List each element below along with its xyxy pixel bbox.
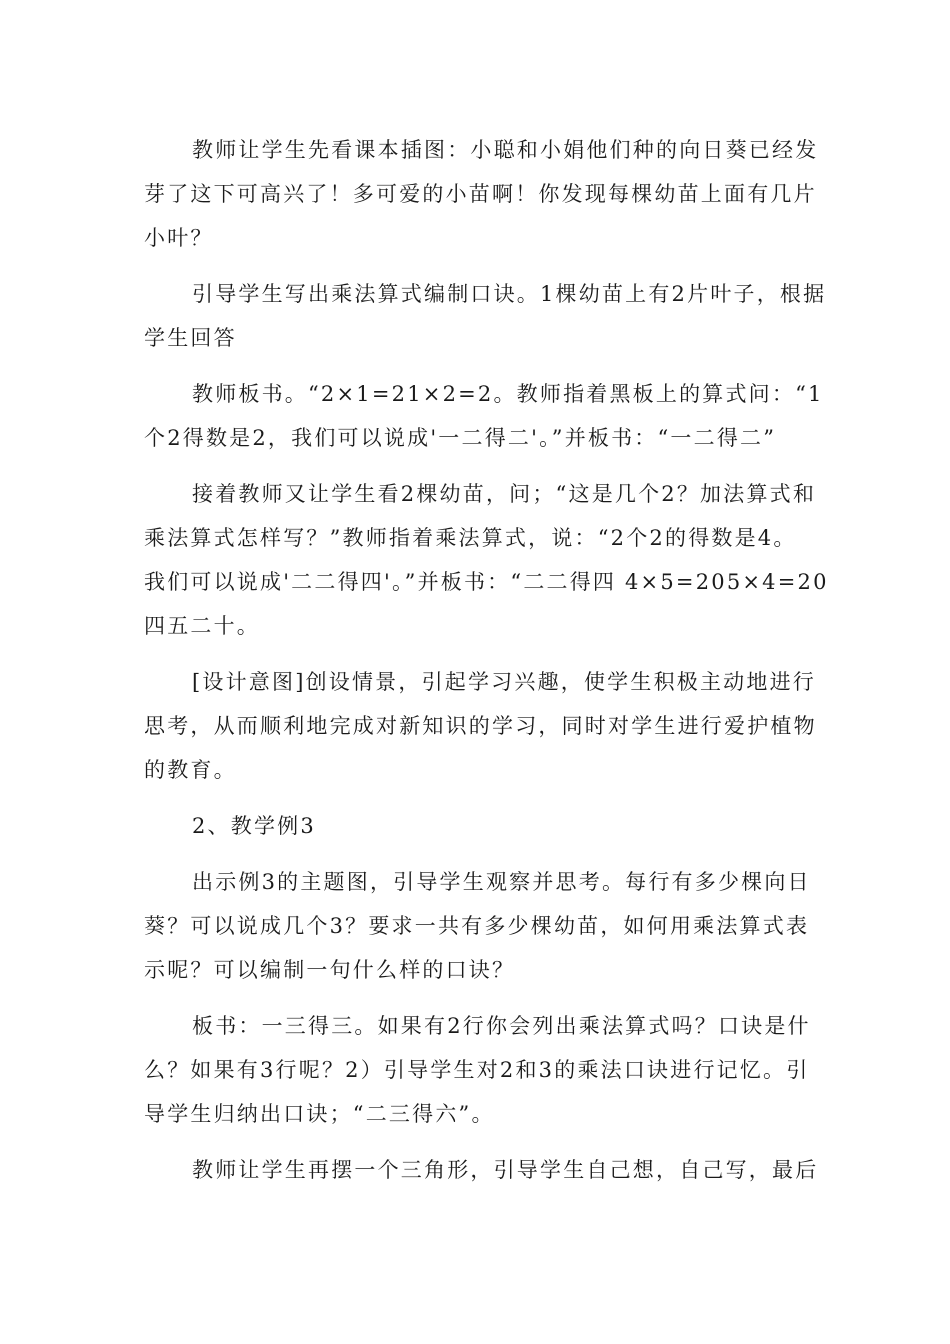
paragraph-6 [144,860,810,992]
text-line: 教师让学生先看课本插图：小聪和小娟他们种的向日葵已经发 [192,138,819,162]
paragraph-7 [144,1004,810,1136]
text-line: 么？如果有3行呢？2）引导学生对2和3的乘法口诀进行记忆。引 [144,1058,810,1082]
text-line: 学生回答 [144,326,237,350]
paragraph-2 [144,272,827,360]
text-line: 四五二十。 [144,614,260,638]
text-line: 接着教师又让学生看2棵幼苗，问；“这是几个2？加法算式和 [192,482,817,506]
text-line: 个2得数是2，我们可以说成'一二得二'。”并板书：“一二得二” [144,426,777,450]
section-heading [144,804,810,848]
paragraph-5 [144,660,817,792]
text-line: 葵？可以说成几个3？要求一共有多少棵幼苗，如何用乘法算式表 [144,914,810,938]
text-line: 出示例3的主题图，引导学生观察并思考。每行有多少棵向日 [192,870,811,894]
document-body [144,128,829,1204]
text-line: 芽了这下可高兴了！多可爱的小苗啊！你发现每棵幼苗上面有几片 [144,182,817,206]
paragraph-4 [144,472,829,648]
text-line: 2、教学例3 [192,814,316,838]
text-line: 引导学生写出乘法算式编制口诀。1棵幼苗上有2片叶子，根据 [192,282,827,306]
text-line: 示呢？可以编制一句什么样的口诀？ [144,958,516,982]
paragraph-8 [144,1148,819,1192]
text-line: 乘法算式怎样写？”教师指着乘法算式，说：“2个2的得数是4。 [144,526,797,550]
text-line: 思考，从而顺利地完成对新知识的学习，同时对学生进行爱护植物 [144,714,817,738]
text-line: 导学生归纳出口诀；“二三得六”。 [144,1102,495,1126]
text-line: 的教育。 [144,758,237,782]
text-line: 板书：一三得三。如果有2行你会列出乘法算式吗？口诀是什 [192,1014,811,1038]
paragraph-1 [144,128,819,260]
paragraph-3 [144,372,824,460]
text-line: 教师让学生再摆一个三角形，引导学生自己想，自己写，最后 [192,1158,819,1182]
text-line: 教师板书。“2×1=21×2=2。教师指着黑板上的算式问：“1 [192,382,824,406]
text-line: 小叶？ [144,226,214,250]
text-line: 我们可以说成'二二得四'。”并板书：“二二得四 4×5=205×4=20 [144,570,829,594]
text-line: [设计意图]创设情景，引起学习兴趣，使学生积极主动地进行 [192,670,816,694]
